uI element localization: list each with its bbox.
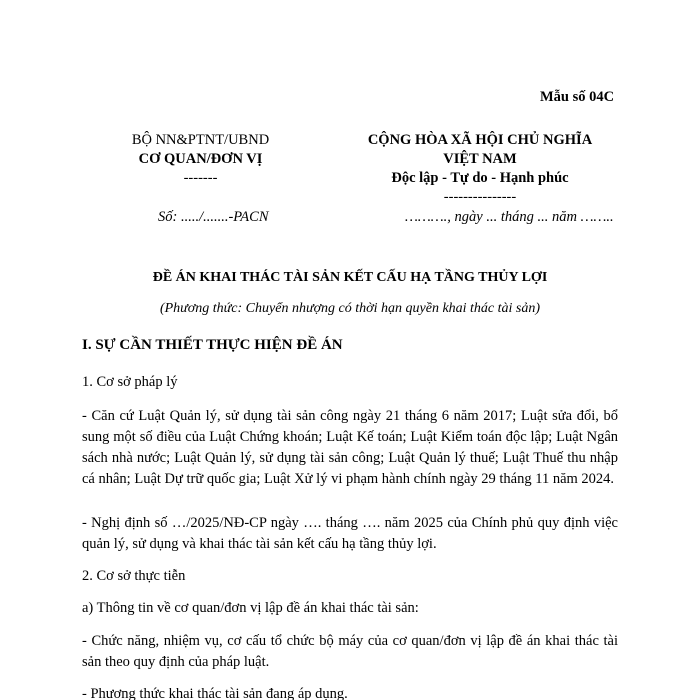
- motto-line: Độc lập - Tự do - Hạnh phúc: [391, 170, 569, 186]
- law-paragraph: - Căn cứ Luật Quản lý, sử dụng tài sản công ngày 21 tháng 6 năm 2017; Luật sửa đổi, bổ sung một số điều của Luật Chứng khoán; Luật Kế toán; Luật Kiểm toán độc lập; Luật Ngân sách nhà nước; Luật Quản lý, sử dụng tài sản công; Luật Quản lý thuế; Luật Thuế thu nhập cá nhân; Luật Dự trữ quốc gia; Luật Xử lý vi phạm hành chính ngày 29 tháng 11 năm 2024.: [82, 408, 618, 487]
- issuing-agency-header: [118, 131, 283, 188]
- form-number: Mẫu số 04C: [540, 89, 615, 105]
- left-separator: -------: [183, 170, 218, 186]
- ministry-line: BỘ NN&PTNT/UBND: [131, 132, 270, 148]
- legal-basis-heading: 1. Cơ sở pháp lý: [82, 374, 178, 390]
- country-line-2: VIỆT NAM: [443, 151, 517, 167]
- practical-basis-heading: 2. Cơ sở thực tiễn: [82, 568, 186, 584]
- document-subtitle: (Phương thức: Chuyển nhượng có thời hạn quyền khai thác tài sản): [159, 301, 541, 316]
- method-paragraph: - Phương thức khai thác tài sản đang áp dụng.: [82, 686, 348, 700]
- agency-info-paragraph: a) Thông tin về cơ quan/đơn vị lập đề án khai thác tài sản:: [82, 600, 419, 616]
- national-header: [360, 131, 600, 207]
- decree-paragraph: - Nghị định số …/2025/NĐ-CP ngày …. tháng …. năm 2025 của Chính phủ quy định việc quản lý, sử dụng và khai thác tài sản kết cấu hạ tầng thủy lợi.: [82, 515, 618, 552]
- document-title: ĐỀ ÁN KHAI THÁC TÀI SẢN KẾT CẤU HẠ TẦNG THỦY LỢI: [152, 270, 548, 285]
- place-date: ………., ngày ... tháng ... năm ……..: [405, 209, 614, 225]
- document-number: Số: ...../.......-PACN: [158, 209, 269, 225]
- functions-paragraph: - Chức năng, nhiệm vụ, cơ cấu tổ chức bộ máy của cơ quan/đơn vị lập đề án khai thác tài sản theo quy định của pháp luật.: [82, 633, 618, 670]
- section-1-heading: I. SỰ CẦN THIẾT THỰC HIỆN ĐỀ ÁN: [82, 337, 343, 353]
- agency-line: CƠ QUAN/ĐƠN VỊ: [138, 151, 263, 167]
- right-separator: ---------------: [443, 189, 517, 205]
- country-line-1: CỘNG HÒA XÃ HỘI CHỦ NGHĨA: [367, 132, 593, 148]
